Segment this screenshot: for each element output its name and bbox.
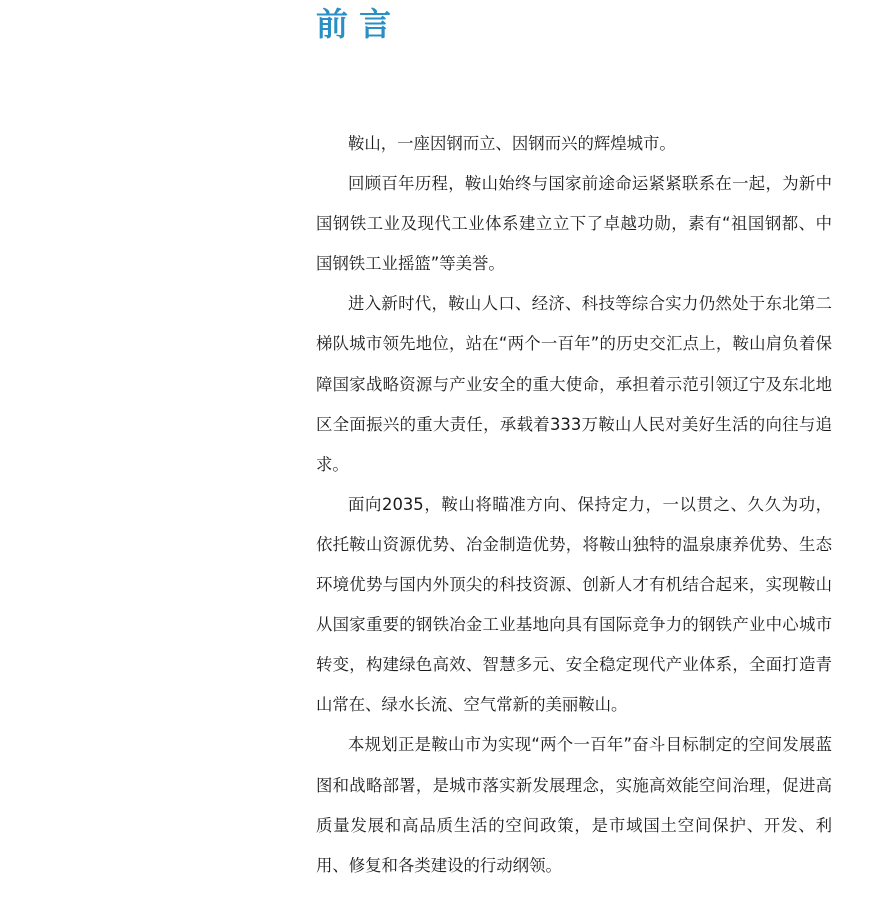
paragraph: 本规划正是鞍山市为实现“两个一百年”奋斗目标制定的空间发展蓝图和战略部署，是城市落实新发展理念，实施高效能空间治理，促进高质量发展和高品质生活的空间政策，是市域国土空间保护、开发、利用、修复和各类建设的行动纲领。	[316, 735, 832, 875]
page-title: 前 言	[316, 5, 392, 43]
paragraph: 鞍山，一座因钢而立、因钢而兴的辉煌城市。	[348, 134, 676, 153]
preface-body	[316, 124, 832, 886]
paragraph: 面向2035，鞍山将瞄准方向、保持定力，一以贯之、久久为功，依托鞍山资源优势、冶金制造优势，将鞍山独特的温泉康养优势、生态环境优势与国内外顶尖的科技资源、创新人才有机结合起来，实现鞍山从国家重要的钢铁冶金工业基地向具有国际竞争力的钢铁产业中心城市转变，构建绿色高效、智慧多元、安全稳定现代产业体系，全面打造青山常在、绿水长流、空气常新的美丽鞍山。	[316, 494, 832, 715]
paragraph: 回顾百年历程，鞍山始终与国家前途命运紧紧联系在一起，为新中国钢铁工业及现代工业体系建立立下了卓越功勋，素有“祖国钢都、中国钢铁工业摇篮”等美誉。	[316, 174, 832, 274]
paragraph: 进入新时代，鞍山人口、经济、科技等综合实力仍然处于东北第二梯队城市领先地位，站在“两个一百年”的历史交汇点上，鞍山肩负着保障国家战略资源与产业安全的重大使命，承担着示范引领辽宁及东北地区全面振兴的重大责任，承载着333万鞍山人民对美好生活的向往与追求。	[316, 294, 832, 474]
